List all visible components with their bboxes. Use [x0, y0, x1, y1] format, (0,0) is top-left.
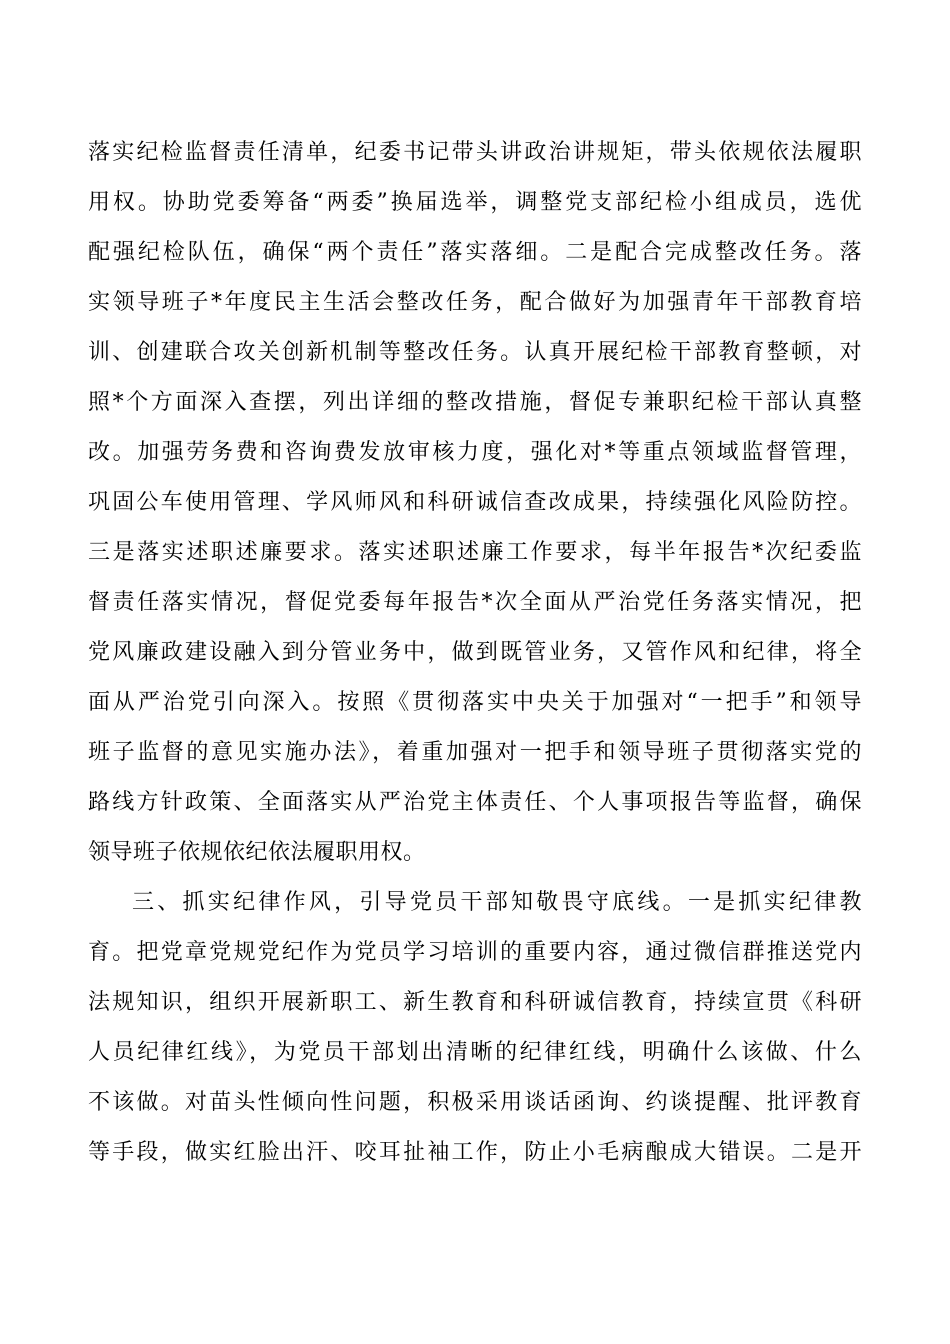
- text-line: 照*个方面深入查摆，列出详细的整改措施，督促专兼职纪检干部认真整: [88, 390, 862, 415]
- text-line: 班子监督的意见实施办法》，着重加强对一把手和领导班子贯彻落实党的: [88, 740, 862, 765]
- text-line: 面从严治党引向深入。按照《贯彻落实中央关于加强对“一把手”和领导: [88, 690, 862, 715]
- text-line: 育。把党章党规党纪作为党员学习培训的重要内容，通过微信群推送党内: [88, 940, 862, 965]
- text-line: 等手段，做实红脸出汗、咬耳扯袖工作，防止小毛病酿成大错误。二是开: [88, 1140, 862, 1165]
- text-line: 落实纪检监督责任清单，纪委书记带头讲政治讲规矩，带头依规依法履职: [88, 140, 862, 165]
- text-line: 路线方针政策、全面落实从严治党主体责任、个人事项报告等监督，确保: [88, 790, 862, 815]
- text-line: 法规知识，组织开展新职工、新生教育和科研诚信教育，持续宣贯《科研: [88, 990, 862, 1015]
- text-line: 党风廉政建设融入到分管业务中，做到既管业务，又管作风和纪律，将全: [88, 640, 862, 665]
- text-line: 实领导班子*年度民主生活会整改任务，配合做好为加强青年干部教育培: [88, 290, 862, 315]
- text-line: 三、抓实纪律作风，引导党员干部知敬畏守底线。一是抓实纪律教: [132, 890, 862, 915]
- text-line: 巩固公车使用管理、学风师风和科研诚信查改成果，持续强化风险防控。: [88, 490, 862, 515]
- body-paragraph-1: [88, 128, 862, 878]
- text-line: 督责任落实情况，督促党委每年报告*次全面从严治党任务落实情况，把: [88, 590, 862, 615]
- text-line: 人员纪律红线》，为党员干部划出清晰的纪律红线，明确什么该做、什么: [88, 1040, 862, 1065]
- body-paragraph-2: [88, 878, 862, 1178]
- text-line: 训、创建联合攻关创新机制等整改任务。认真开展纪检干部教育整顿，对: [88, 340, 862, 365]
- text-line: 领导班子依规依纪依法履职用权。: [88, 840, 426, 865]
- text-line: 改。加强劳务费和咨询费发放审核力度，强化对*等重点领域监督管理，: [88, 440, 862, 465]
- text-line: 用权。协助党委筹备“两委”换届选举，调整党支部纪检小组成员，选优: [88, 190, 862, 215]
- text-line: 不该做。对苗头性倾向性问题，积极采用谈话函询、约谈提醒、批评教育: [88, 1090, 862, 1115]
- text-line: 三是落实述职述廉要求。落实述职述廉工作要求，每半年报告*次纪委监: [88, 540, 862, 565]
- text-line: 配强纪检队伍，确保“两个责任”落实落细。二是配合完成整改任务。落: [88, 240, 862, 265]
